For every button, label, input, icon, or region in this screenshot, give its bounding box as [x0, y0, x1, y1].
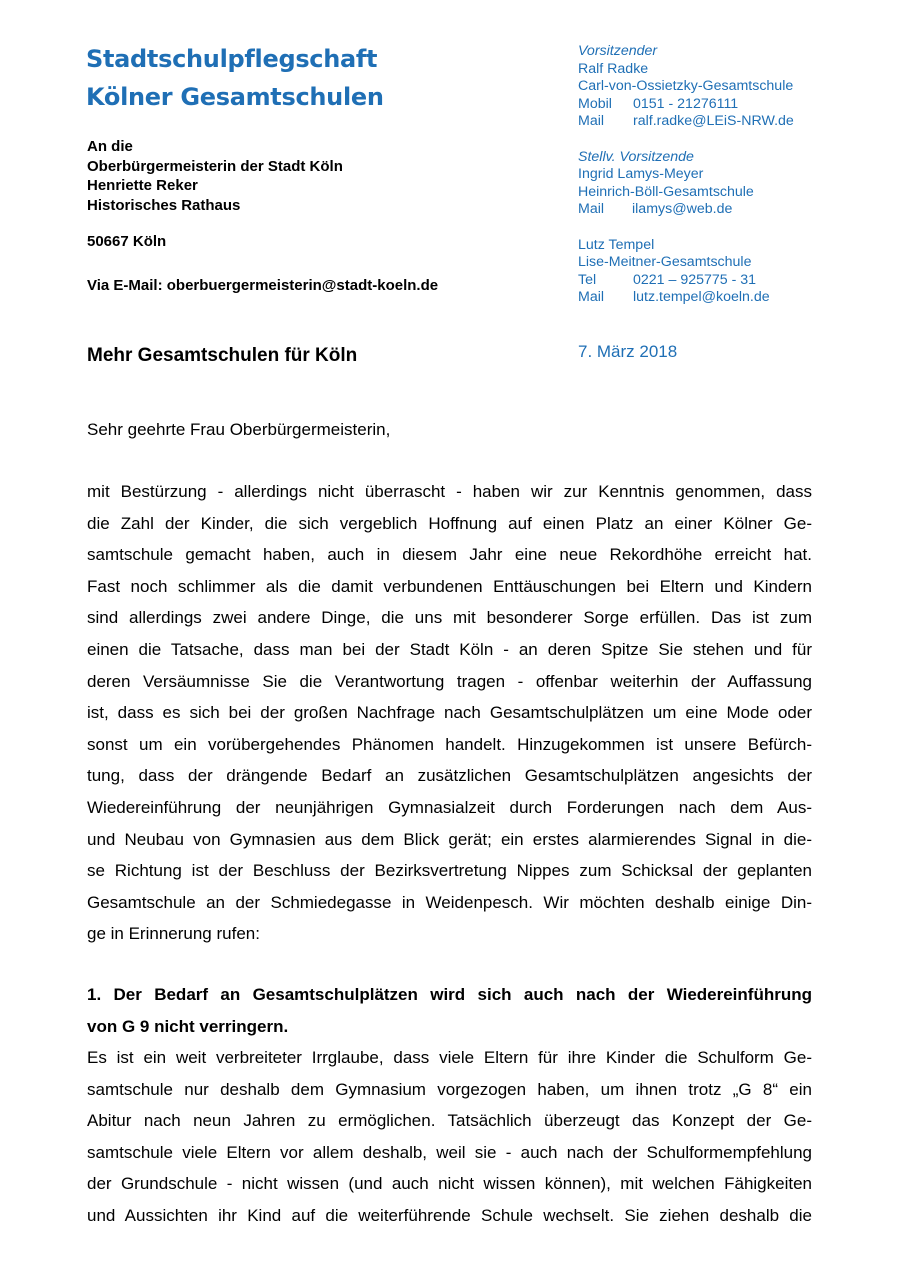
recipient-address [87, 137, 343, 215]
text-line: und Aussichten ihr Kind auf die weiterführende Schule wechselt. Sie ziehen deshalb die [87, 1205, 812, 1225]
recipient-line: An die [87, 138, 133, 155]
text-line: und Neubau von Gymnasien aus dem Blick gerät; ein erstes alarmierendes Signal in die- [87, 829, 812, 849]
chair-phone-row [578, 96, 794, 114]
text-line: der Grundschule - nicht wissen (und auch nicht wissen können), mit welchen Fähigkeiten [87, 1174, 812, 1194]
recipient-line: Historisches Rathaus [87, 196, 241, 214]
letter-date: 7. März 2018 [578, 342, 678, 361]
organization-name [86, 40, 384, 116]
text-line: Wiedereinführung der neunjährigen Gymnasialzeit durch Forderungen nach dem Aus- [87, 797, 812, 817]
recipient-zip-city: 50667 Köln [87, 233, 167, 250]
deputy2-school: Lise-Meitner-Gesamtschule [578, 254, 752, 271]
deputy2-mail[interactable]: lutz.tempel@koeln.de [633, 289, 770, 306]
chair-mail-row [578, 113, 794, 131]
text-line: tung, dass der drängende Bedarf an zusätzlichen Gesamtschulplätzen angesichts der [87, 766, 812, 786]
letter-subject: Mehr Gesamtschulen für Köln [87, 345, 358, 366]
text-line: sind allerdings zwei andere Dinge, die uns mit besonderer Sorge erfüllen. Das ist zum [87, 608, 812, 628]
recipient-line: Henriette Reker [87, 177, 198, 194]
chair-phone: 0151 - 21276111 [633, 95, 739, 112]
contacts-block [578, 43, 794, 307]
text-line: ist, dass es sich bei der großen Nachfrage nach Gesamtschulplätzen um eine Mode oder [87, 703, 812, 723]
text-line: samtschule nur deshalb dem Gymnasium vorgezogen haben, um ihnen trotz „G 8“ ein [87, 1079, 812, 1099]
section-1-text [87, 1042, 812, 1232]
org-line-1: Stadtschulpflegschaft [86, 45, 378, 73]
text-line: die Zahl der Kinder, die sich vergeblich Hoffnung auf einen Platz an einer Kölner Ge- [87, 513, 812, 533]
deputy2-name: Lutz Tempel [578, 236, 655, 253]
deputy1-mail[interactable]: ilamys@web.de [632, 201, 733, 218]
chair-role: Vorsitzender [578, 43, 658, 59]
text-line: ge in Erinnerung rufen: [87, 924, 260, 944]
deputy2-phone: 0221 – 925775 - 31 [633, 271, 757, 288]
recipient-via-email: Via E-Mail: oberbuergermeisterin@stadt-koeln.de [87, 277, 439, 294]
heading-line: von G 9 nicht verringern. [87, 1016, 289, 1036]
letter-salutation: Sehr geehrte Frau Oberbürgermeisterin, [87, 420, 391, 439]
text-line: sonst um ein vorübergehendes Phänomen handelt. Hinzugekommen ist unsere Befürch- [87, 734, 812, 754]
text-line: samtschule viele Eltern vor allem deshalb, weil sie - auch nach der Schulformempfehlung [87, 1142, 812, 1162]
heading-line: 1. Der Bedarf an Gesamtschulplätzen wird sich auch nach der Wiedereinführung [87, 985, 812, 1004]
text-line: se Richtung ist der Beschluss der Bezirksvertretung Nippes zum Schicksal der geplanten [87, 861, 812, 881]
deputy1-mail-label: Mail [578, 201, 605, 218]
text-line: Gesamtschule an der Schmiedegasse in Weidenpesch. Wir möchten deshalb einige Din- [87, 892, 812, 912]
deputy1-school: Heinrich-Böll-Gesamtschule [578, 183, 754, 200]
chair-phone-label: Mobil [578, 95, 612, 112]
deputy1-name: Ingrid Lamys-Meyer [578, 166, 704, 183]
text-line: mit Bestürzung - allerdings nicht überrascht - haben wir zur Kenntnis genommen, dass [87, 482, 812, 501]
text-line: deren Versäumnisse Sie die Verantwortung tragen - offenbar weiterhin der Auffassung [87, 671, 812, 691]
deputy2-phone-label: Tel [578, 271, 597, 288]
deputy2-phone-row [578, 272, 794, 290]
chair-name: Ralf Radke [578, 60, 649, 77]
recipient-line: Oberbürgermeisterin der Stadt Köln [87, 157, 343, 175]
text-line: Es ist ein weit verbreiteter Irrglaube, dass viele Eltern für ihre Kinder die Schulform Ge- [87, 1048, 812, 1067]
chair-mail-label: Mail [578, 113, 605, 130]
chair-school: Carl-von-Ossietzky-Gesamtschule [578, 78, 794, 95]
text-line: Fast noch schlimmer als die damit verbundenen Enttäuschungen bei Eltern und Kindern [87, 576, 812, 596]
section-1-heading [87, 979, 812, 1042]
body-paragraph-1 [87, 476, 812, 950]
chair-mail[interactable]: ralf.radke@LEiS-NRW.de [633, 113, 794, 130]
deputy2-mail-label: Mail [578, 289, 605, 306]
text-line: einen die Tatsache, dass man bei der Stadt Köln - an deren Spitze Sie stehen und für [87, 639, 812, 659]
deputy2-mail-row [578, 289, 794, 307]
text-line: samtschule gemacht haben, auch in diesem Jahr eine neue Rekordhöhe erreicht hat. [87, 545, 812, 565]
org-line-2: Kölner Gesamtschulen [86, 83, 384, 111]
deputy1-mail-row [578, 201, 794, 219]
text-line: Abitur nach neun Jahren zu ermöglichen. Tatsächlich überzeugt das Konzept der Ge- [87, 1111, 812, 1131]
deputy-role: Stellv. Vorsitzende [578, 148, 694, 165]
